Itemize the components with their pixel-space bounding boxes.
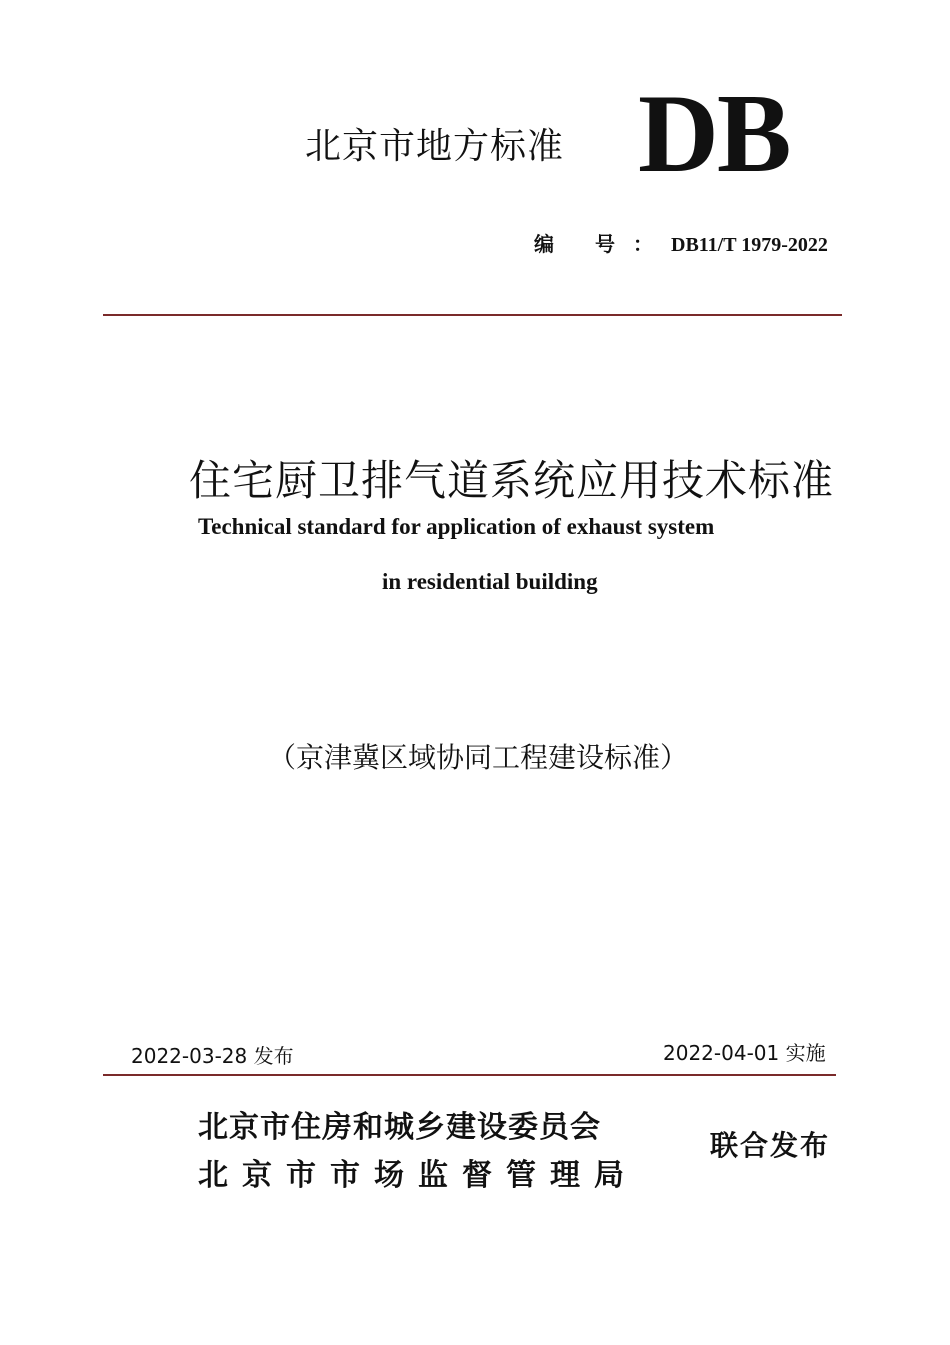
- standard-code: [534, 228, 828, 257]
- db-mark: DB: [638, 72, 790, 196]
- standard-code-label: 编 号：: [534, 234, 671, 256]
- issue-date: 2022-03-28 发布: [131, 1044, 294, 1068]
- publisher-1: 北京市住房和城乡建设委员会: [198, 1110, 601, 1145]
- title-chinese: 住宅厨卫排气道系统应用技术标准: [189, 456, 835, 505]
- standard-code-value: DB11/T 1979-2022: [671, 234, 828, 256]
- bottom-divider: [103, 1074, 836, 1076]
- standard-type-label: 北京市地方标准: [305, 126, 565, 167]
- title-english-line1: Technical standard for application of exhaust system: [198, 514, 715, 539]
- title-english-line2: in residential building: [382, 569, 598, 594]
- implementation-date: 2022-04-01 实施: [663, 1041, 826, 1065]
- publisher-2: 北京市市场监督管理局: [198, 1158, 638, 1193]
- top-divider: [103, 314, 842, 316]
- joint-publish-label: 联合发布: [710, 1129, 831, 1162]
- subtitle: （京津冀区域协同工程建设标准）: [268, 741, 689, 774]
